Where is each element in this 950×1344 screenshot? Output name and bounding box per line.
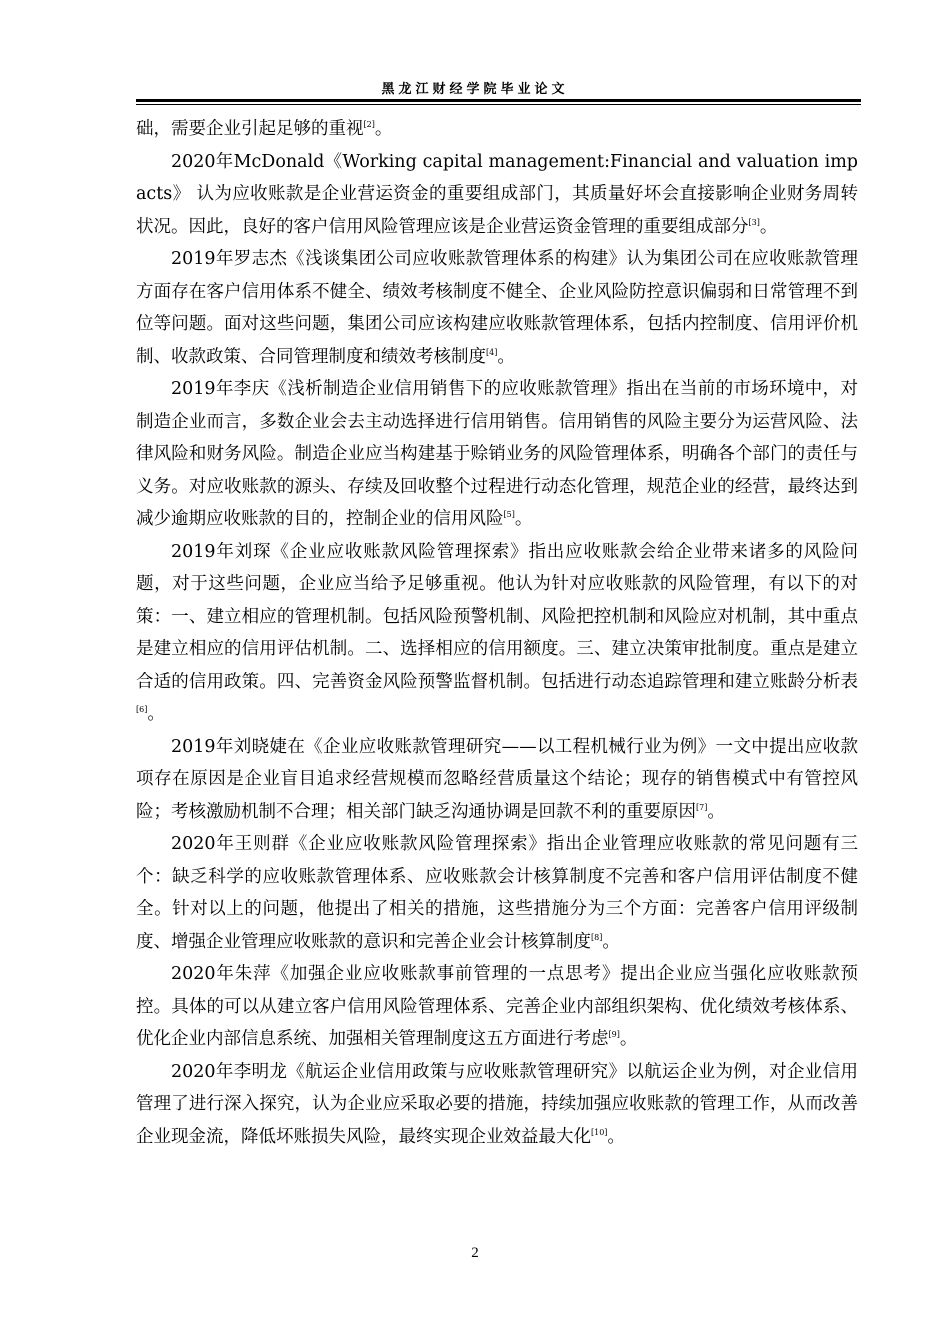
paragraph: 2020年李明龙《航运企业信用政策与应收账款管理研究》以航运企业为例，对企业信用管理了进行深入探究，认为企业应采取必要的措施，持续加强应收账款的管理工作，从而改善企业现金流，降低坏账损失风险，最终实现企业效益最大化[10]。 — [136, 1061, 858, 1147]
page-number: 2 — [471, 1245, 479, 1261]
citation-marker[interactable]: [10] — [591, 1127, 608, 1137]
paragraph: 2019年刘晓婕在《企业应收账款管理研究——以工程机械行业为例》一文中提出应收款项存在原因是企业盲目追求经营规模而忽略经营质量这个结论；现存的销售模式中有管控风险；考核激励机制不合理；相关部门缺乏沟通协调是回款不利的重要原因[7]。 — [136, 736, 858, 822]
paragraph: 础，需要企业引起足够的重视[2]。 — [136, 119, 393, 139]
paragraph: 2019年罗志杰《浅谈集团公司应收账款管理体系的构建》认为集团公司在应收账款管理方面存在客户信用体系不健全、绩效考核制度不健全、企业风险防控意识偏弱和日常管理不到位等问题。面对这些问题，集团公司应该构建应收账款管理体系，包括内控制度、信用评价机制、收款政策、合同管理制度和绩效考核制度[4]。 — [136, 249, 858, 367]
paragraph: 2020年朱萍《加强企业应收账款事前管理的一点思考》提出企业应当强化应收账款预控。具体的可以从建立客户信用风险管理体系、完善企业内部组织架构、优化绩效考核体系、优化企业内部信息系统、加强相关管理制度这五方面进行考虑[9]。 — [136, 964, 858, 1049]
citation-marker[interactable]: [8] — [591, 932, 603, 942]
citation-marker[interactable]: [5] — [503, 510, 515, 519]
page-header-title: 黑龙江财经学院毕业论文 — [381, 82, 569, 97]
citation-marker[interactable]: [7] — [696, 802, 708, 812]
header-rule-thick — [136, 99, 861, 102]
paragraph: 2019年刘琛《企业应收账款风险管理探索》指出应收账款会给企业带来诸多的风险问题，对于这些问题，企业应当给予足够重视。他认为针对应收账款的风险管理，有以下的对策：一、建立相应的管理机制。包括风险预警机制、风险把控机制和风险应对机制，其中重点是建立相应的信用评估机制。二、选择相应的信用额度。三、建立决策审批制度。重点是建立合适的信用政策。四、完善资金风险预警监督机制。包括进行动态追踪管理和建立账龄分析表[6]。 — [136, 541, 858, 724]
citation-marker[interactable]: [3] — [748, 217, 760, 227]
citation-marker[interactable]: [6] — [136, 705, 148, 714]
body-text — [136, 113, 858, 1153]
paragraph: 2020年McDonald《Working capital management:Financial and valuation impacts》 认为应收账款是企业营运资金的重要组成部门，其质量好坏会直接影响企业财务周转状况。因此，良好的客户信用风险管理应该是企业营运资金管理的重要组成部分[3]。 — [136, 151, 858, 237]
header-rule-thin — [136, 104, 861, 105]
citation-marker[interactable]: [9] — [608, 1030, 620, 1039]
citation-marker[interactable]: [2] — [363, 120, 375, 129]
paragraph: 2019年李庆《浅析制造企业信用销售下的应收账款管理》指出在当前的市场环境中，对制造企业而言，多数企业会去主动选择进行信用销售。信用销售的风险主要分为运营风险、法律风险和财务风险。制造企业应当构建基于赊销业务的风险管理体系，明确各个部门的责任与义务。对应收账款的源头、存续及回收整个过程进行动态化管理，规范企业的经营，最终达到减少逾期应收账款的目的，控制企业的信用风险[5]。 — [136, 379, 858, 529]
paragraph: 2020年王则群《企业应收账款风险管理探索》指出企业管理应收账款的常见问题有三个：缺乏科学的应收账款管理体系、应收账款会计核算制度不完善和客户信用评估制度不健全。针对以上的问题，他提出了相关的措施，这些措施分为三个方面：完善客户信用评级制度、增强企业管理应收账款的意识和完善企业会计核算制度[8]。 — [136, 834, 858, 952]
citation-marker[interactable]: [4] — [486, 347, 498, 357]
